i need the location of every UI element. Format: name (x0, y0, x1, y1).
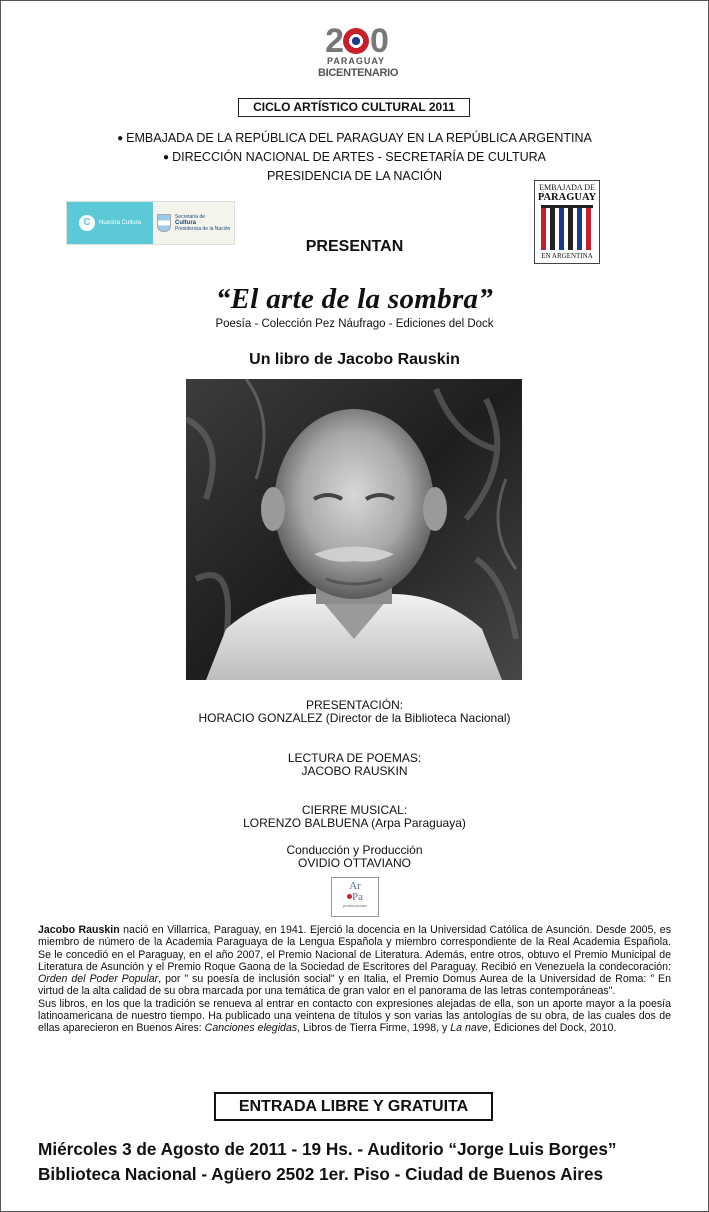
entrada-libre-box: ENTRADA LIBRE Y GRATUITA (214, 1092, 493, 1121)
program-cierre: CIERRE MUSICAL: LORENZO BALBUENA (Arpa Paraguaya) (243, 803, 466, 830)
event-details (38, 1137, 678, 1187)
event-date-line: Miércoles 3 de Agosto de 2011 - 19 Hs. - Auditorio “Jorge Luis Borges” (38, 1139, 617, 1159)
organizers (0, 129, 709, 186)
bio-paragraph-2: Sus libros, en los que la tradición se renueva al entrar en contacto con expresiones alejadas de ella, son un aporte mayor a la poesía latinoamericana de nuestro tiempo. Ha publicado una veintena de títulos y son varias las antologías de su obra, de las cuales dos de ellas aparecieron en Buenos Aires: Canciones elegidas, Libros de Tierra Firme, 1998, y La nave, Ediciones del Dock, 2010. (38, 997, 671, 1035)
author-bio (38, 924, 671, 1035)
org-line-1: ● EMBAJADA DE LA REPÚBLICA DEL PARAGUAY EN LA REPÚBLICA ARGENTINA (117, 131, 592, 145)
bicentenario-logo: 2 0 PARAGUAY BICENTENARIO (318, 22, 399, 79)
flag-circle-icon (343, 28, 369, 54)
logo-line2: BICENTENARIO (318, 67, 399, 79)
presentan-heading: PRESENTAN (305, 238, 404, 255)
book-title: “El arte de la sombra” (215, 283, 494, 315)
argentina-shield-icon (157, 214, 171, 232)
secretaria-cultura-logo: C Nuestra Cultura Secretaría de Cultura Presidencia de la Nación (66, 201, 235, 245)
event-place-line: Biblioteca Nacional - Agüero 2502 1er. Piso - Ciudad de Buenos Aires (38, 1164, 604, 1184)
embajada-paraguay-logo: EMBAJADA DE PARAGUAY EN ARGENTINA (534, 180, 600, 264)
ciclo-heading: CICLO ARTÍSTICO CULTURAL 2011 (238, 98, 470, 117)
org-line-3: PRESIDENCIA DE LA NACIÓN (266, 169, 443, 183)
org-line-2: ● DIRECCIÓN NACIONAL DE ARTES - SECRETARÍA DE CULTURA (163, 150, 546, 164)
author-line: Un libro de Jacobo Rauskin (249, 351, 460, 368)
arpa-producciones-logo: Ar Pa producciones (331, 877, 379, 917)
c-icon: C (79, 215, 95, 231)
bio-paragraph-1: Jacobo Rauskin nació en Villarrica, Paraguay, en 1941. Ejerció la docencia en la Universidad Católica de Asunción. Desde 2005, es miembro de número de la Academia Paraguaya de la Lengua Española y miembro correspondiente de la Real Academia Española. Se le concedió en el Paraguay, en el año 2007, el Premio Nacional de Literatura. Además, entre otros, obtuvo el Premio Municipal de Literatura de Asunción y el Premio Roque Gaona de la Sociedad de Escritores del Paraguay. Recibió en Venezuela la condecoración: Orden del Poder Popular, por " su poesía de inclusión social" y en Italia, el Premio Domus Aurea de la Universidad de Roma: " En virtud de la alta calidad de su obra marcada por una temática de gran valor en el panorama de las letras contemporáneas". (38, 924, 671, 998)
author-portrait (186, 379, 522, 680)
program-conduccion: Conducción y Producción OVIDIO OTTAVIANO (286, 843, 423, 870)
logo-line1: PARAGUAY (326, 56, 385, 66)
program-lectura: LECTURA DE POEMAS: JACOBO RAUSKIN (287, 751, 422, 778)
program-presentacion: PRESENTACIÓN: HORACIO GONZALEZ (Director de la Biblioteca Nacional) (198, 698, 511, 725)
book-subtitle: Poesía - Colección Pez Náufrago - Ediciones del Dock (215, 318, 494, 330)
